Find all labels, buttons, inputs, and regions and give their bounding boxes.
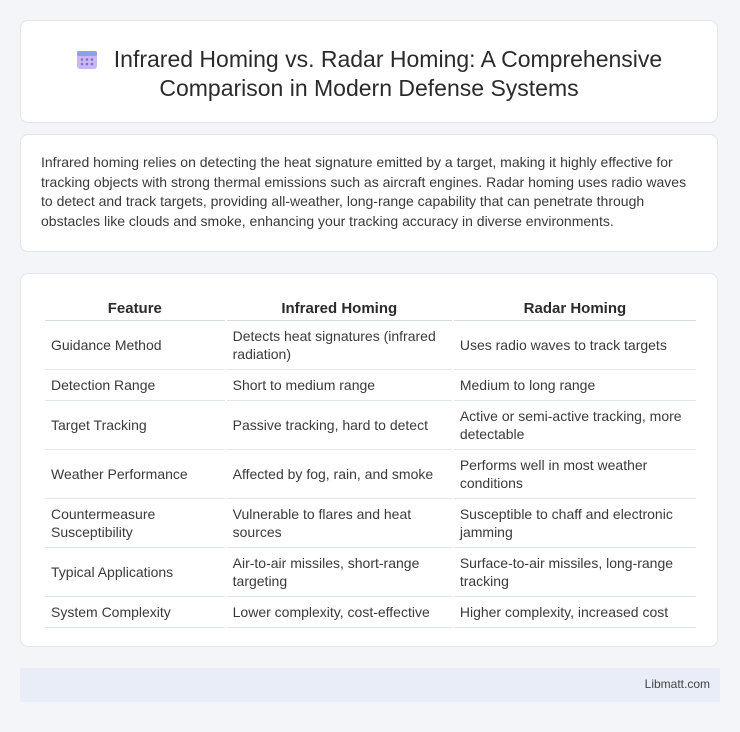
footer-bar — [20, 668, 720, 702]
table-row — [45, 499, 696, 548]
feature-cell: Typical Applications — [45, 548, 225, 597]
table-row — [45, 450, 696, 499]
radar-cell: Performs well in most weather conditions — [454, 450, 696, 499]
table-row — [45, 401, 696, 450]
infrared-cell: Air-to-air missiles, short-range targeting — [227, 548, 452, 597]
comparison-card — [20, 273, 718, 647]
radar-cell: Susceptible to chaff and electronic jamming — [454, 499, 696, 548]
infrared-cell: Passive tracking, hard to detect — [227, 401, 452, 450]
infrared-cell: Short to medium range — [227, 370, 452, 401]
radar-cell: Active or semi-active tracking, more detectable — [454, 401, 696, 450]
feature-cell: Countermeasure Susceptibility — [45, 499, 225, 548]
intro-paragraph: Infrared homing relies on detecting the heat signature emitted by a target, making it highly effective for tracking objects with strong thermal emissions such as aircraft engines. Radar homing uses radio waves to detect and track targets, providing all-weather, long-range capability that can penetrate through obstacles like clouds and smoke, enhancing your tracking accuracy in diverse environments. — [41, 154, 687, 229]
comparison-table — [43, 296, 698, 628]
radar-cell: Medium to long range — [454, 370, 696, 401]
radar-cell: Higher complexity, increased cost — [454, 597, 696, 628]
table-row — [45, 548, 696, 597]
header-radar: Radar Homing — [454, 296, 696, 321]
feature-cell: Weather Performance — [45, 450, 225, 499]
radar-cell: Uses radio waves to track targets — [454, 321, 696, 370]
footer-site-link[interactable]: Libmatt.com — [644, 677, 710, 691]
feature-cell: Target Tracking — [45, 401, 225, 450]
table-row — [45, 321, 696, 370]
infrared-cell: Vulnerable to flares and heat sources — [227, 499, 452, 548]
infrared-cell: Detects heat signatures (infrared radiation) — [227, 321, 452, 370]
page-title — [21, 45, 717, 103]
intro-card — [20, 134, 718, 252]
infrared-cell: Affected by fog, rain, and smoke — [227, 450, 452, 499]
infrared-cell: Lower complexity, cost-effective — [227, 597, 452, 628]
feature-cell: System Complexity — [45, 597, 225, 628]
table-row — [45, 370, 696, 401]
table-row — [45, 597, 696, 628]
title-line-1: Infrared Homing vs. Radar Homing: A Comprehensive — [113, 46, 663, 72]
header-infrared: Infrared Homing — [227, 296, 452, 321]
table-header-row — [45, 296, 696, 321]
radar-cell: Surface-to-air missiles, long-range tracking — [454, 548, 696, 597]
title-line-2: Comparison in Modern Defense Systems — [159, 75, 579, 101]
calendar-grid-icon — [76, 48, 98, 70]
feature-cell: Detection Range — [45, 370, 225, 401]
feature-cell: Guidance Method — [45, 321, 225, 370]
header-feature: Feature — [45, 296, 225, 321]
title-card — [20, 20, 718, 123]
